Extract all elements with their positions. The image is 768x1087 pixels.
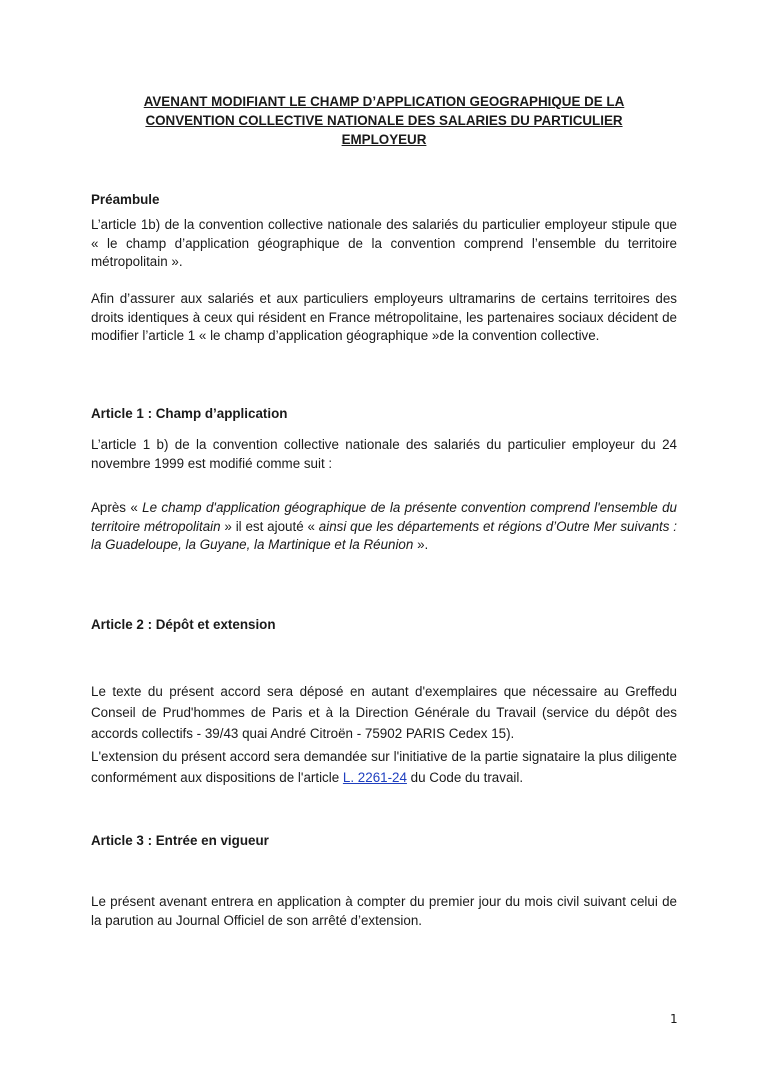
article-1-quoted-new-text: ainsi que les départements et régions d’Outre Mer suivants : la Guadeloupe, la Guyane, la Martinique et la Réunion	[91, 518, 678, 553]
article-1-heading: Article 1 : Champ d’application	[91, 406, 288, 421]
article-2-paragraph-1: Le texte du présent accord sera déposé en autant d'exemplaires que nécessaire au Greffedu Conseil de Prud'hommes de Paris et à la Direction Générale du Travail (service du dépôt des accords collectifs - 39/43 quai André Citroën - 75902 PARIS Cedex 15).	[91, 684, 677, 742]
page-number: 1	[670, 1012, 678, 1026]
article-3-heading: Article 3 : Entrée en vigueur	[91, 833, 269, 848]
preambule-paragraph-1: L’article 1b) de la convention collective nationale des salariés du particulier employeur stipule que « le champ d’application géographique de la convention comprend l’ensemble du territoire métropolitain ».	[91, 217, 677, 270]
article-2-paragraph-2	[91, 746, 677, 788]
document-title	[110, 92, 658, 149]
code-article-link[interactable]: L. 2261-24	[342, 770, 407, 786]
article-1-paragraph-1: L’article 1 b) de la convention collective nationale des salariés du particulier employeur du 24 novembre 1999 est modifié comme suit :	[91, 437, 677, 471]
article-1-quoted-old-text: Le champ d'application géographique de la présente convention comprend l'ensemble du territoire métropolitain	[91, 500, 678, 534]
article-1-paragraph-2	[91, 499, 677, 555]
title-line-3: EMPLOYEUR	[341, 132, 427, 147]
article-2-text-end: du Code du travail.	[406, 770, 524, 786]
preambule-heading: Préambule	[91, 192, 160, 207]
preambule-paragraph-2: Afin d’assurer aux salariés et aux particuliers employeurs ultramarins de certains territoires des droits identiques à ceux qui résident en France métropolitaine, les partenaires sociaux décident de modifier l’article 1 « le champ d’application géographique »de la convention collective.	[91, 291, 677, 344]
title-line-2: CONVENTION COLLECTIVE NATIONALE DES SALARIES DU PARTICULIER	[145, 113, 623, 128]
title-line-1: AVENANT MODIFIANT LE CHAMP D’APPLICATION GEOGRAPHIQUE DE LA	[143, 94, 625, 109]
article-2-text-start: L'extension du présent accord sera demandée sur l'initiative de la partie signataire la plus diligente conformément aux dispositions de l'article	[91, 749, 677, 786]
article-1-text-end: ».	[413, 537, 429, 553]
article-2-heading: Article 2 : Dépôt et extension	[91, 617, 276, 632]
article-3-paragraph-1: Le présent avenant entrera en application à compter du premier jour du mois civil suivant celui de la parution au Journal Officiel de son arrêté d’extension.	[91, 894, 677, 928]
article-1-text-ajoute: » il est ajouté «	[220, 518, 319, 534]
article-1-text-apres: Après «	[91, 500, 143, 516]
